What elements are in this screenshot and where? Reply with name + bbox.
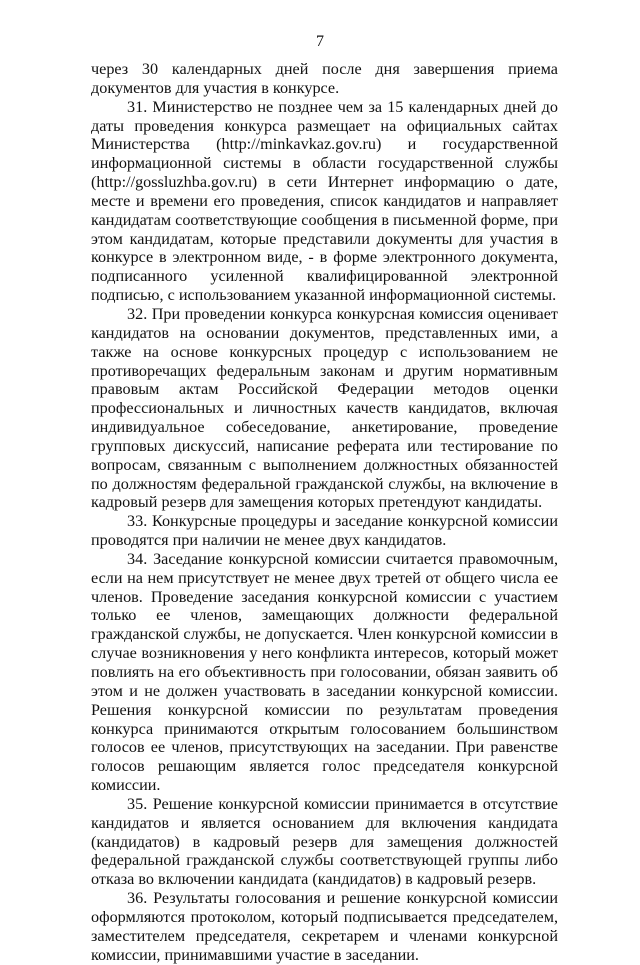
paragraph-35: 35. Решение конкурсной комиссии принимается в отсутствие кандидатов и является основанием для включения кандидата (кандидатов) в кадровый резерв для замещения должностей федеральной гражданской службы соответствующей группы либо отказа во включении кандидата (кандидатов) в кадровый резерв. [91, 794, 558, 889]
paragraph-34: 34. Заседание конкурсной комиссии считается правомочным, если на нем присутствует не менее двух третей от общего числа ее членов. Проведение заседания конкурсной комиссии с участием только ее членов, замещающих должности федеральной гражданской службы, не допускается. Член конкурсной комиссии в случае возникновения у него конфликта интересов, который может повлиять на его объективность при голосовании, обязан заявить об этом и не должен участвовать в заседании конкурсной комиссии. Решения конкурсной комиссии по результатам проведения конкурса принимаются открытым голосованием большинством голосов ее членов, присутствующих на заседании. При равенстве голосов решающим является голос председателя конкурсной комиссии. [91, 549, 558, 795]
paragraph-continuation: через 30 календарных дней после дня завершения приема документов для участия в конкурсе. [91, 60, 558, 97]
page-number: 7 [316, 33, 324, 50]
paragraph-32: 32. При проведении конкурса конкурсная комиссия оценивает кандидатов на основании документов, представленных ими, а также на основе конкурсных процедур с использованием не противоречащих федеральным законам и другим нормативным правовым актам Российской Федерации методов оценки профессиональных и личностных качеств кандидатов, включая индивидуальное собеседование, анкетирование, проведение групповых дискуссий, написание реферата или тестирование по вопросам, связанным с выполнением должностных обязанностей по должностям федеральной гражданской службы, на включение в кадровый резерв для замещения которых претендуют кандидаты. [91, 304, 558, 512]
document-body [91, 60, 558, 965]
paragraph-31: 31. Министерство не позднее чем за 15 календарных дней до даты проведения конкурса размещает на официальных сайтах Министерства (http://minkavkaz.gov.ru) и государственной информационной системы в области государственной службы (http://gossluzhba.gov.ru) в сети Интернет информацию о дате, месте и времени его проведения, список кандидатов и направляет кандидатам соответствующие сообщения в письменной форме, при этом кандидатам, которые представили документы для участия в конкурсе в электронном виде, - в форме электронного документа, подписанного усиленной квалифицированной электронной подписью, с использованием указанной информационной системы. [91, 97, 558, 305]
paragraph-36: 36. Результаты голосования и решение конкурсной комиссии оформляются протоколом, который подписывается председателем, заместителем председателя, секретарем и членами конкурсной комиссии, принимавшими участие в заседании. [91, 889, 558, 964]
paragraph-33: 33. Конкурсные процедуры и заседание конкурсной комиссии проводятся при наличии не менее двух кандидатов. [91, 512, 558, 550]
